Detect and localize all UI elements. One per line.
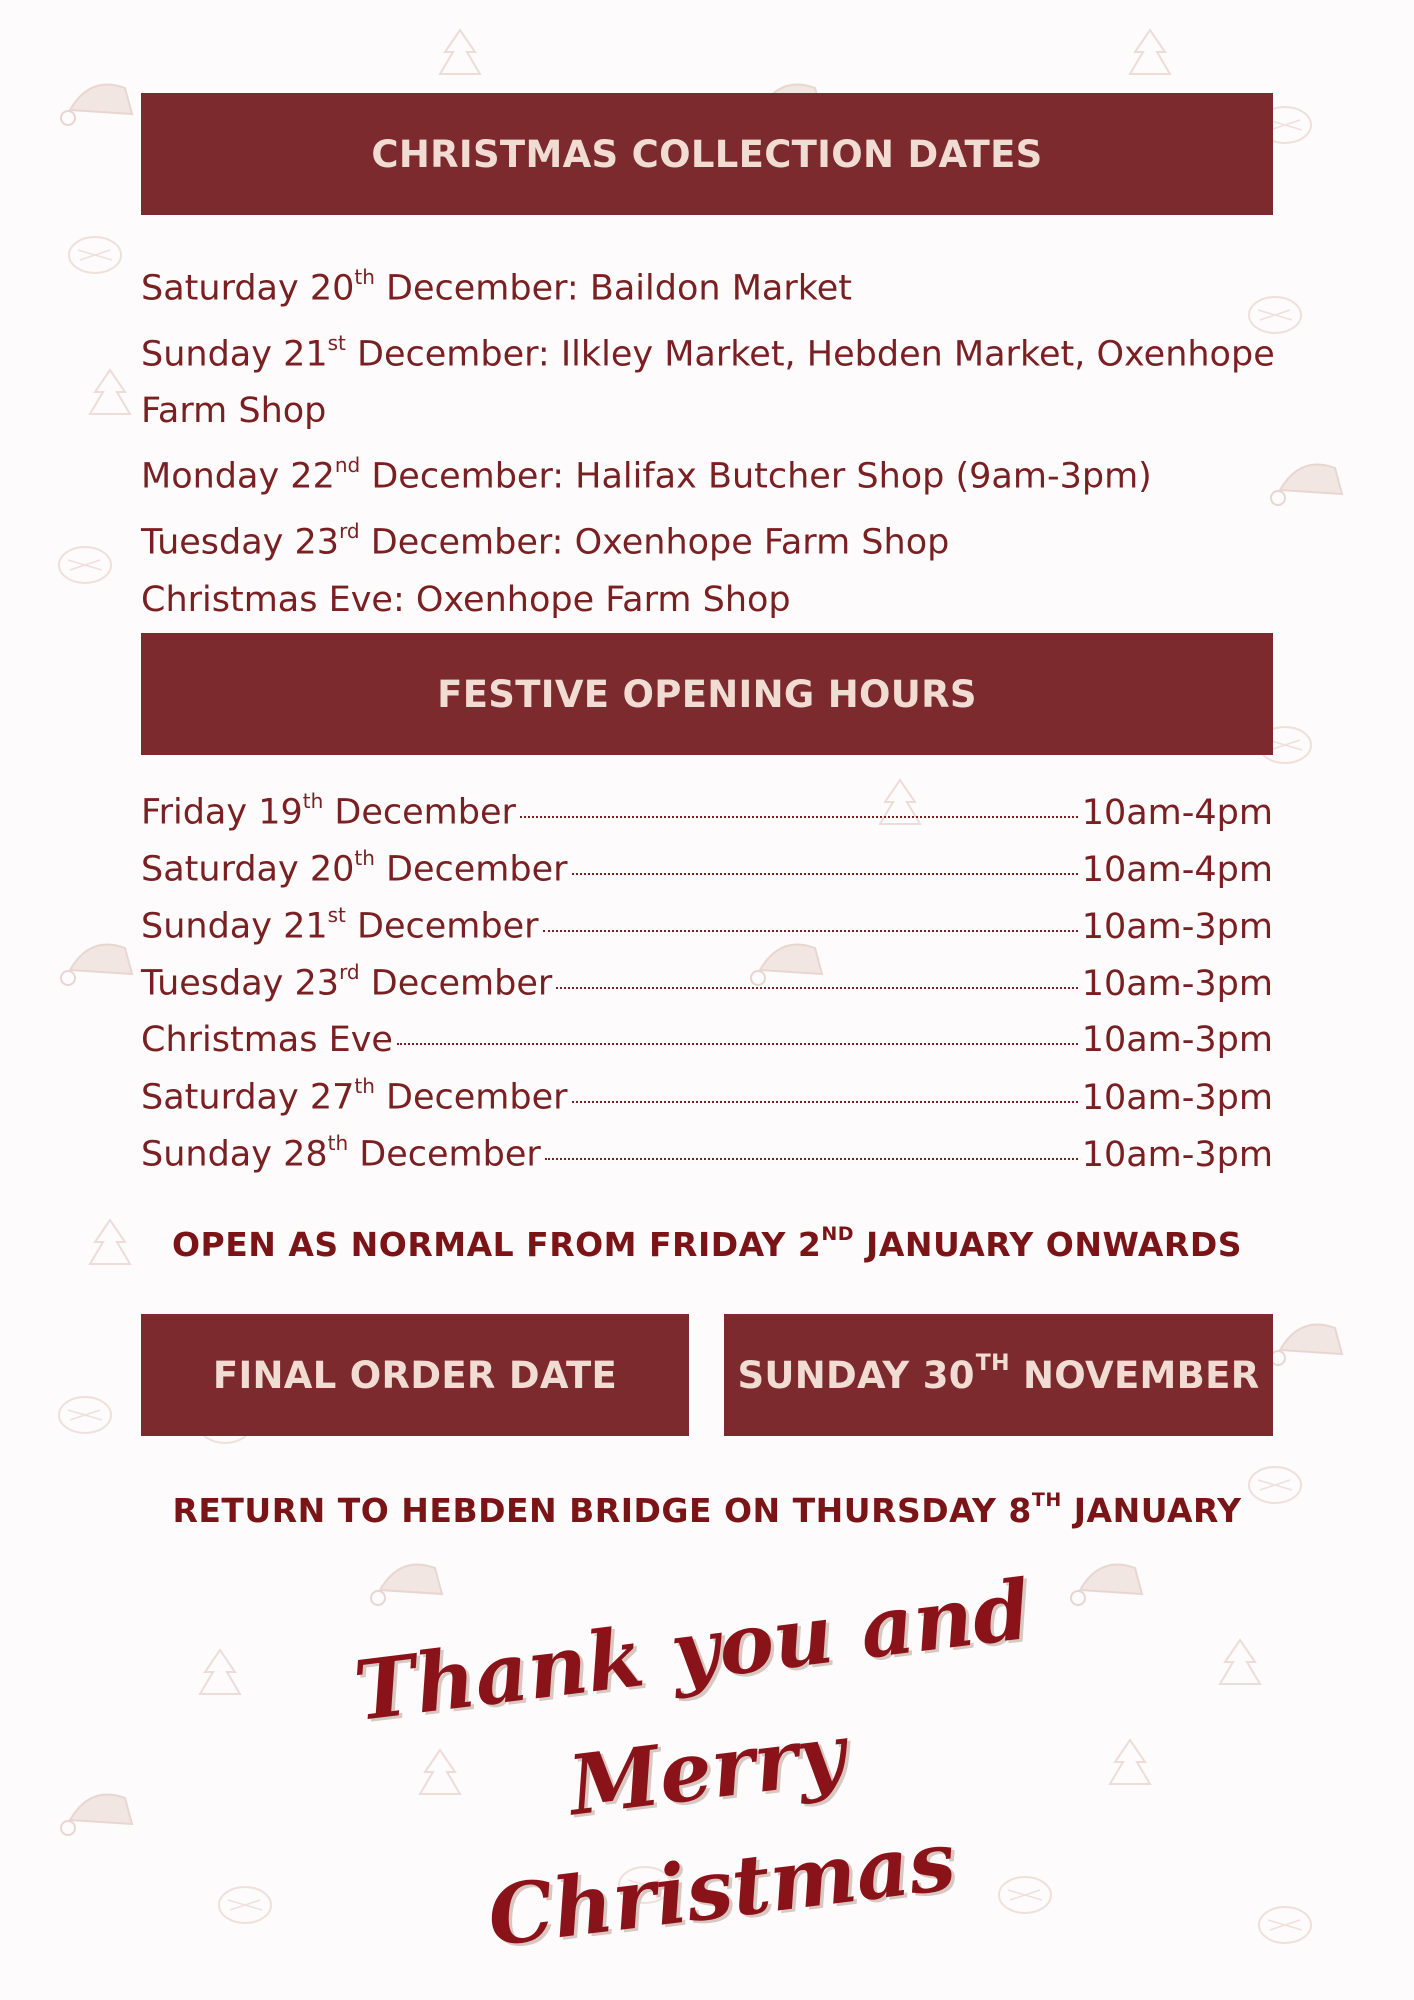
opening-hours-banner [141,633,1273,755]
collection-date-line: Christmas Eve: Oxenhope Farm Shop [141,579,791,620]
collection-date-line: Tuesday 23rd December: Oxenhope Farm Shop [141,518,950,563]
hours-row: Sunday 21st December 10am-3pm [141,903,1273,947]
collection-dates-list [141,252,1281,629]
hours-row: Sunday 28th December 10am-3pm [141,1131,1273,1175]
dot-leader [545,1158,1078,1160]
closing-message [281,1542,1133,1999]
hours-row: Friday 19th December 10am-4pm [141,789,1273,833]
collection-dates-heading: CHRISTMAS COLLECTION DATES [371,132,1043,176]
hours-row: Christmas Eve 10am-3pm [141,1020,1273,1060]
dot-leader [397,1043,1078,1045]
dot-leader [543,930,1078,932]
dot-leader [520,816,1078,818]
opening-hours-heading: FESTIVE OPENING HOURS [437,672,977,716]
final-order-label: FINAL ORDER DATE [212,1353,618,1397]
open-as-normal-notice: OPEN AS NORMAL FROM FRIDAY 2ND JANUARY ONWARDS [172,1223,1242,1264]
collection-date-line: Sunday 21st December: Ilkley Market, Hebden Market, Oxenhope [141,330,1275,375]
hours-row: Saturday 27th December 10am-3pm [141,1074,1273,1118]
opening-hours-list [141,789,1273,1191]
collection-date-line: Monday 22nd December: Halifax Butcher Shop (9am-3pm) [141,453,1152,497]
dot-leader [572,1101,1078,1103]
collection-date-line: Saturday 20th December: Baildon Market [141,265,853,309]
final-order-date: SUNDAY 30TH NOVEMBER [737,1351,1260,1397]
hours-row: Saturday 20th December 10am-4pm [141,846,1273,890]
final-order-date-box [724,1314,1273,1436]
return-notice: RETURN TO HEBDEN BRIDGE ON THURSDAY 8TH JANUARY [172,1489,1242,1530]
collection-date-line: Farm Shop [141,391,327,432]
dot-leader [556,987,1077,989]
collection-dates-banner [141,93,1273,215]
dot-leader [572,873,1078,875]
hours-row: Tuesday 23rd December 10am-3pm [141,960,1273,1004]
closing-line-1: Thank you and Merry [349,1561,1036,1835]
final-order-label-box [141,1314,689,1436]
closing-line-2: Christmas [482,1812,961,1966]
